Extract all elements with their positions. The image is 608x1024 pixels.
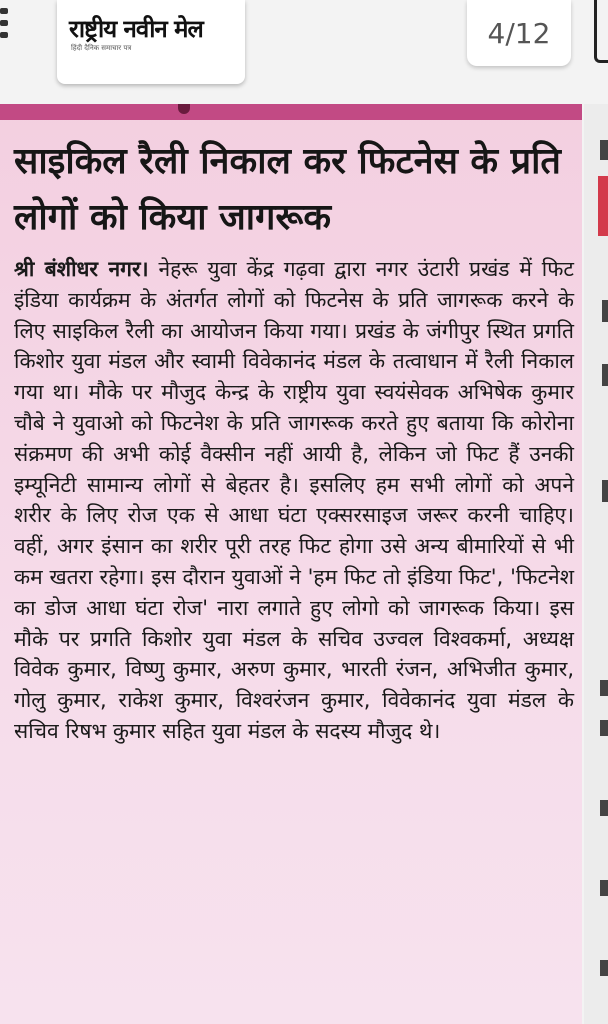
article-dateline: श्री बंशीधर नगर।	[14, 257, 149, 281]
bookmark-icon[interactable]	[594, 0, 608, 63]
article-headline: साइकिल रैली निकाल कर फिटनेस के प्रति लोगों को किया जागरूक	[14, 141, 561, 238]
adjacent-text-fragment	[600, 960, 608, 976]
adjacent-text-fragment	[600, 680, 608, 696]
menu-icon[interactable]	[0, 8, 8, 42]
logo-title: राष्ट्रीय नवीन मेल	[69, 14, 203, 43]
newspaper-logo[interactable]	[57, 0, 245, 84]
adjacent-text-fragment	[600, 800, 608, 816]
adjacent-text-fragment	[600, 880, 608, 896]
adjacent-red-block	[598, 176, 608, 236]
adjacent-text-fragment	[600, 140, 608, 160]
page-indicator[interactable]: 4/12	[467, 0, 571, 66]
adjacent-text-fragment	[602, 480, 608, 502]
article-body-text: नेहरू युवा केंद्र गढ़वा द्वारा नगर उंटारी प्रखंड में फिट इंडिया कार्यक्रम के अंतर्गत लोगों को फिटनेस के प्रति जागरूक करने के लिए साइकिल रैली का आयोजन किया गया। प्रखंड के जंगीपुर स्थित प्रगति किशोर युवा मंडल और स्वामी विवेकानंद मंडल के तत्वाधान में रैली निकाल गया था। मौके पर मौजुद केन्द्र के राष्ट्रीय युवा स्वयंसेवक अभिषेक कुमार चौबे ने युवाओ को फिटनेश के प्रति जागरूक करते हुए बताया कि कोरोना संक्रमण की अभी कोई वैक्सीन नहीं आयी है, लेकिन जो फिट हैं उनकी इम्यूनिटी सामान्य लोगों से बेहतर है। इसलिए हम सभी लोगों को अपने शरीर के लिए रोज एक से आधा घंटा एक्सरसाइज जरूर करनी चाहिए। वहीं, अगर इंसान का शरीर पूरी तरह फिट होगा उसे अन्य बीमारियों से भी कम खतरा रहेगा। इस दौरान युवाओं ने 'हम फिट तो इंडिया फिट', 'फिटनेश का डोज आधा घंटा रोज' नारा लगाते हुए लोगो को जागरूक किया। इस मौके पर प्रगति किशोर युवा मंडल के सचिव उज्वल विश्वकर्मा, अध्यक्ष विवेक कुमार, विष्णु कुमार, अरुण कुमार, भारती रंजन, अभिजीत कुमार, गोलु कुमार, राकेश कुमार, विश्वरंजन कुमार, विवेकानंद युवा मंडल के सचिव रिषभ कुमार सहित युवा मंडल के सदस्य मौजुद थे।	[14, 257, 574, 743]
adjacent-text-fragment	[602, 300, 608, 322]
article-body	[14, 254, 574, 747]
top-bar	[0, 0, 608, 96]
article-top-band	[0, 104, 582, 120]
adjacent-text-fragment	[600, 720, 608, 736]
logo-tagline: हिंदी दैनिक समाचार पत्र	[71, 44, 132, 52]
article-clipping	[0, 104, 582, 1024]
adjacent-text-fragment	[602, 364, 608, 386]
